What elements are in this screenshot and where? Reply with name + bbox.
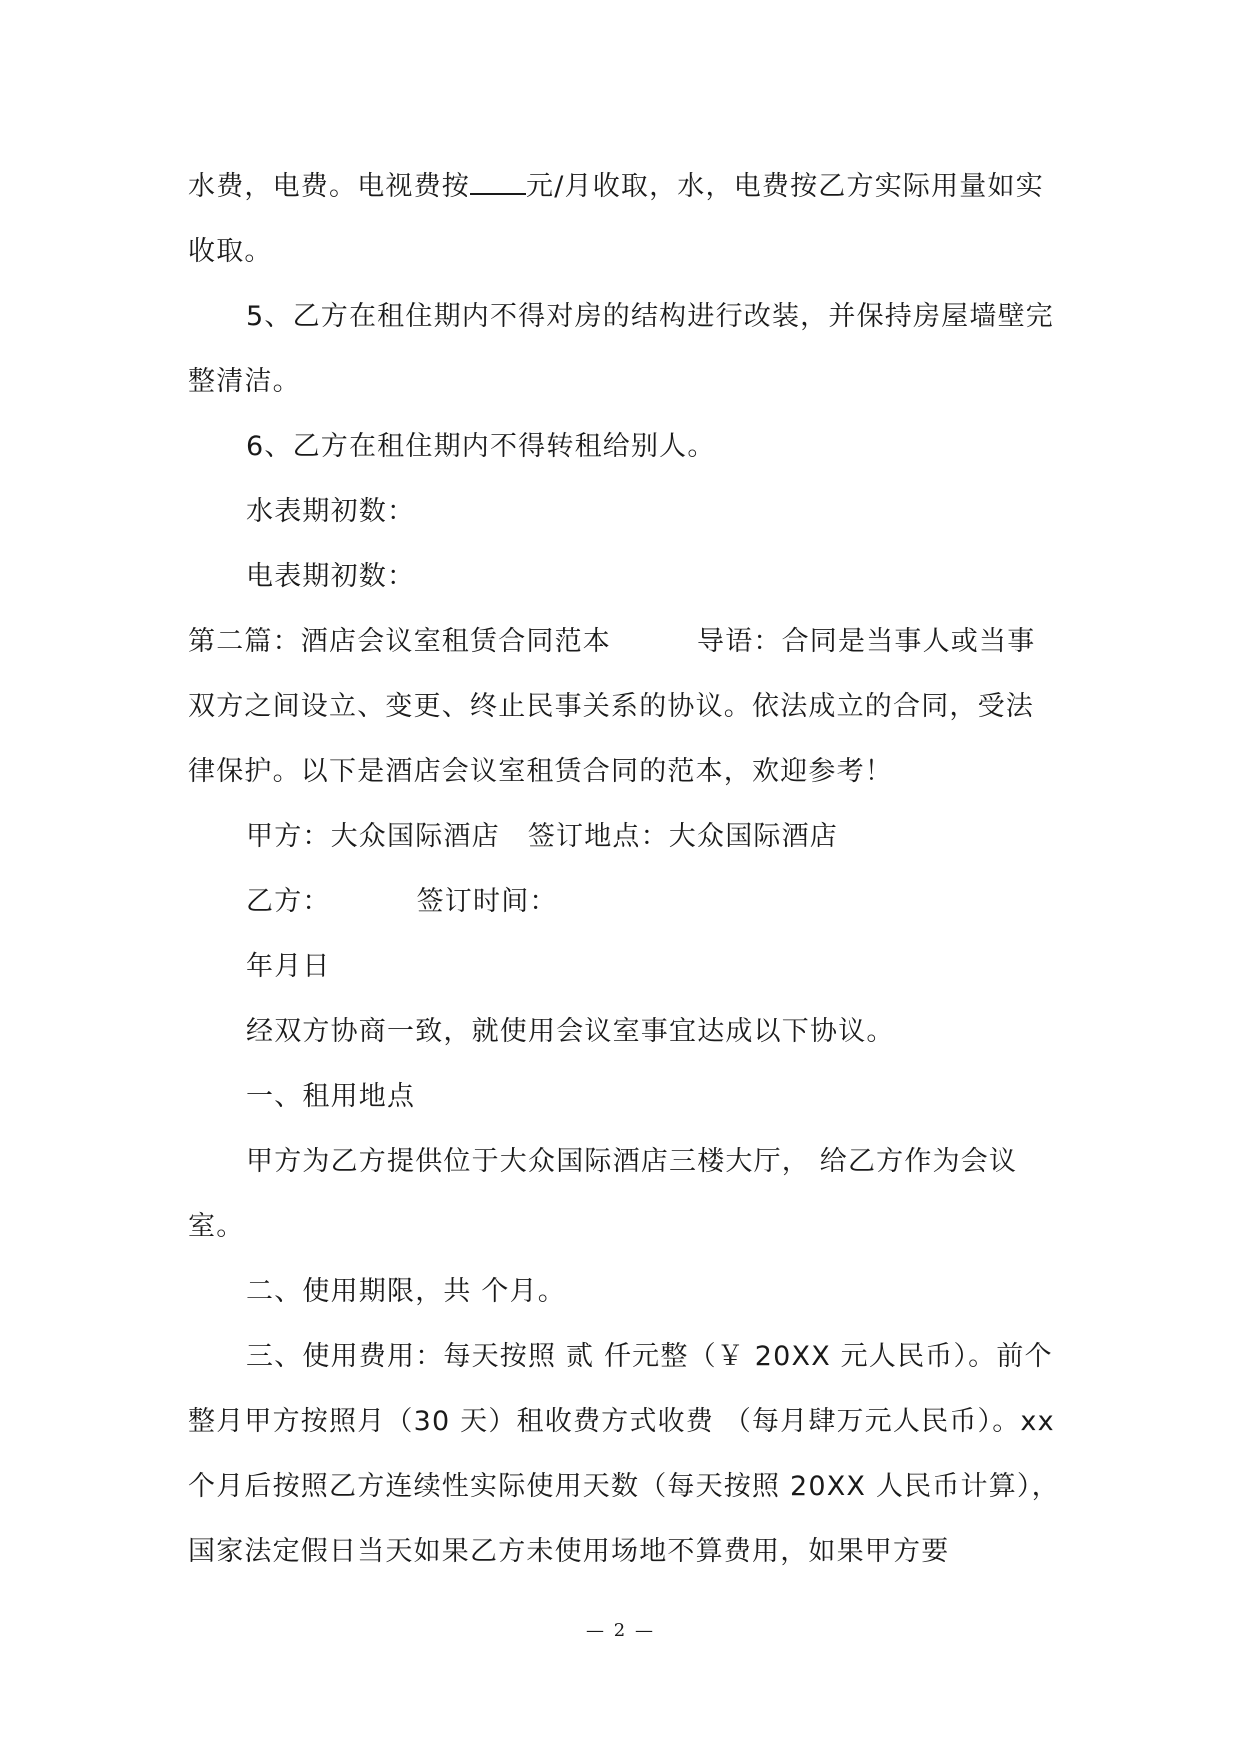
clause-three: 三、使用费用：每天按照 贰 仟元整（￥ 20XX 元人民币）。前个整月甲方按照月（30 天）租收费方式收费 （每月肆万元人民币）。xx 个月后按照乙方连续性实际使用天数（每天按照 20XX 人民币计算），国家法定假日当天如果乙方未使用场地不算费用，如果甲方要 — [188, 1341, 1060, 1567]
clause-two: 二、使用期限，共 个月。 — [246, 1276, 566, 1307]
fill-blank-line — [470, 169, 526, 195]
water-meter-reading: 水表期初数： — [246, 496, 416, 527]
fees-text-a: 水费，电费。电视费按 — [188, 171, 470, 202]
section-intro: 导语：合同是当事人或当事双方之间设立、变更、终止民事关系的协议。依法成立的合同，受法律保护。以下是酒店会议室租赁合同的范本，欢迎参考！ — [188, 626, 1036, 787]
paragraph-fees — [188, 154, 1060, 284]
paragraph-clause-6: 6、乙方在租住期内不得转租给别人。 — [246, 431, 716, 462]
party-b-text: 乙方： — [246, 886, 331, 917]
paragraph-section-two — [188, 609, 1060, 804]
sign-time-text: 签订时间： — [416, 886, 558, 917]
party-a-text: 甲方：大众国际酒店 — [246, 821, 500, 852]
page-number: — 2 — — [586, 1620, 655, 1641]
paragraph-clause-5: 5、乙方在租住期内不得对房的结构进行改装，并保持房屋墙壁完整清洁。 — [188, 301, 1054, 397]
paragraph-party-a — [188, 804, 1060, 869]
clause-one-title: 一、租用地点 — [246, 1081, 416, 1112]
paragraph-date: 年月日 — [246, 951, 331, 982]
sign-place-text: 签订地点：大众国际酒店 — [527, 821, 839, 852]
paragraph-agreement: 经双方协商一致，就使用会议室事宜达成以下协议。 — [246, 1016, 895, 1047]
paragraph-party-b — [188, 869, 1060, 934]
fees-text-b: 元/月收取，水，电费按乙方实际用量如实收取。 — [188, 171, 1044, 267]
clause-one-body: 甲方为乙方提供位于大众国际酒店三楼大厅， 给乙方作为会议室。 — [188, 1146, 1018, 1242]
electric-meter-reading: 电表期初数： — [246, 561, 416, 592]
document-body — [188, 154, 1060, 1584]
section-title: 第二篇：酒店会议室租赁合同范本 — [188, 626, 611, 657]
